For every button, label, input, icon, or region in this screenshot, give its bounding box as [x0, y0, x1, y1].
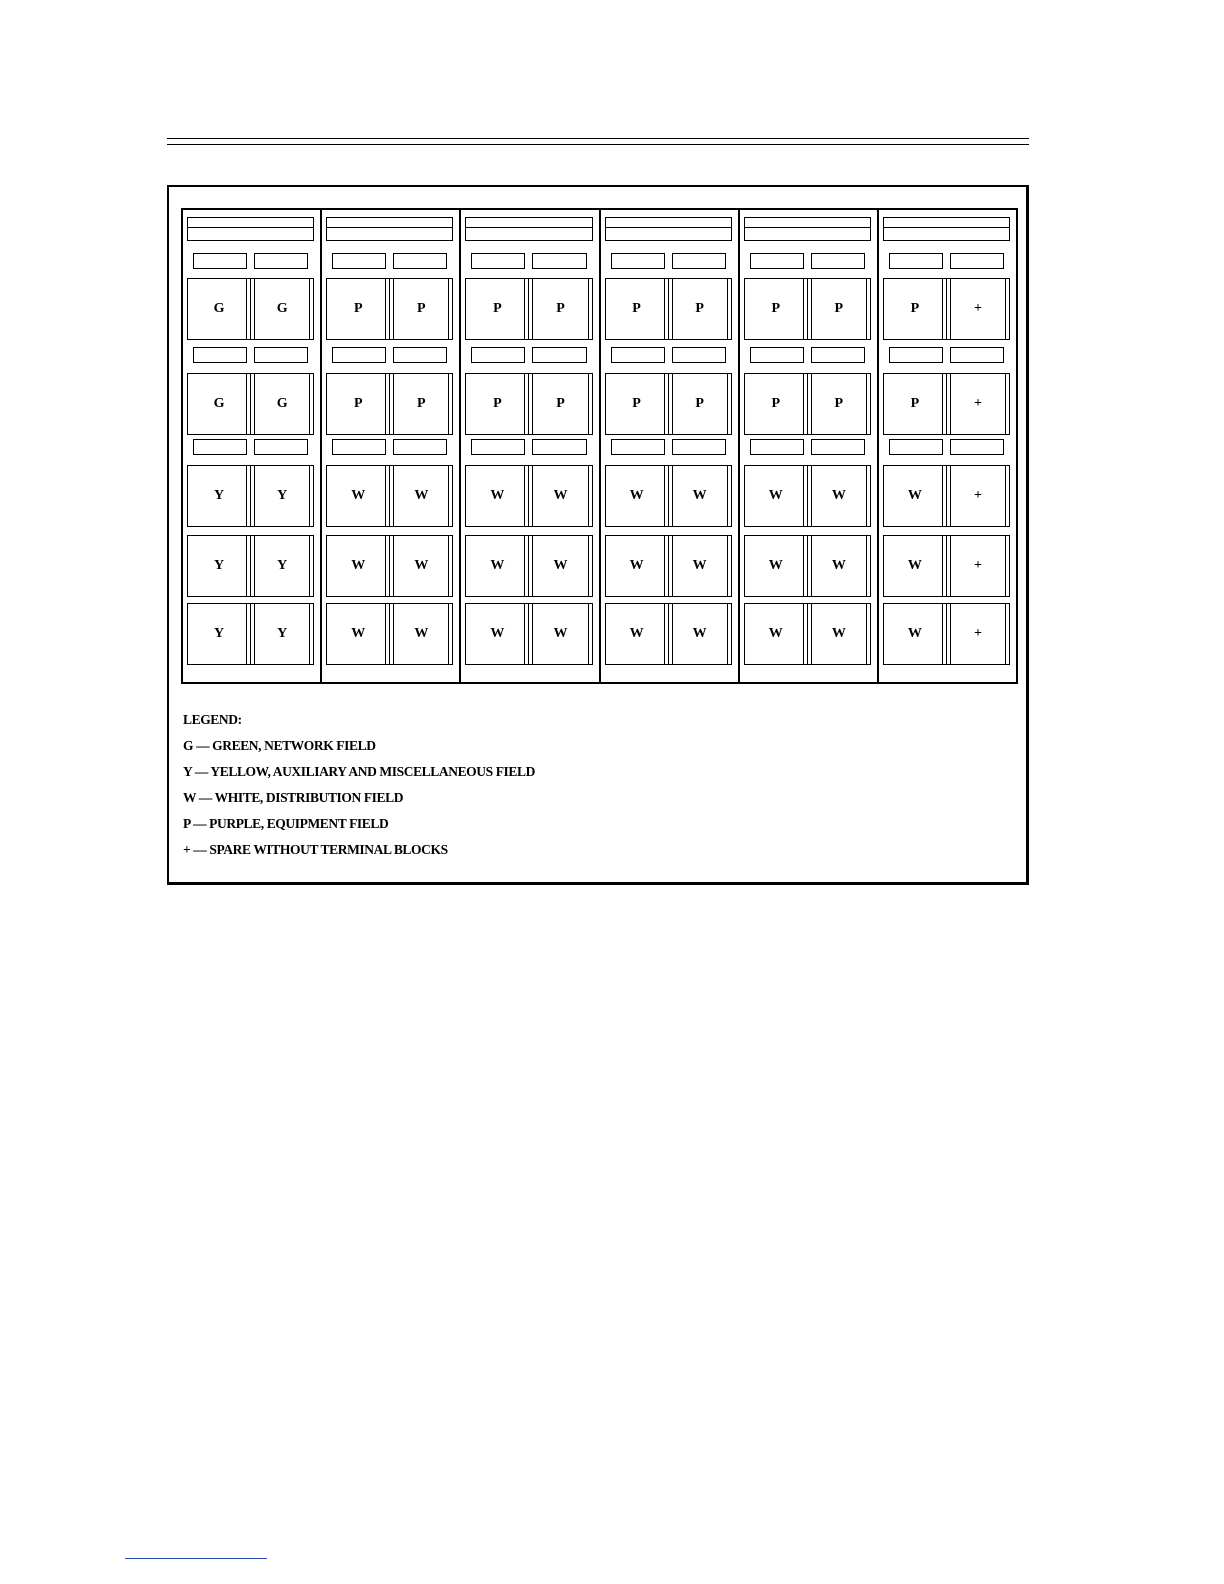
label-slot [611, 439, 665, 455]
field-cell: W [606, 536, 669, 596]
terminal-block [883, 278, 1010, 340]
legend-title: LEGEND: [183, 712, 242, 727]
label-slot [750, 439, 804, 455]
label-strip [889, 439, 1004, 455]
field-cell: W [669, 604, 731, 664]
terminal-block [744, 373, 871, 435]
terminal-block [744, 603, 871, 665]
field-cell: Y [251, 604, 313, 664]
field-cell: W [808, 466, 870, 526]
field-cell: Y [188, 466, 251, 526]
label-slot [254, 347, 308, 363]
label-strip [332, 439, 447, 455]
cabinet-4 [601, 210, 740, 682]
label-slot [672, 253, 726, 269]
field-cell: Y [251, 536, 313, 596]
field-cell: W [745, 604, 808, 664]
label-slot [471, 439, 525, 455]
field-cell: W [529, 466, 591, 526]
field-cell: Y [188, 536, 251, 596]
label-slot [811, 253, 865, 269]
field-cell: W [327, 466, 390, 526]
field-cell: G [251, 374, 313, 434]
terminal-block [326, 465, 453, 527]
label-strip [889, 253, 1004, 269]
label-slot [254, 439, 308, 455]
field-cell: P [606, 374, 669, 434]
terminal-block [605, 373, 732, 435]
field-cell: P [327, 279, 390, 339]
legend-item-green: G — GREEN, NETWORK FIELD [183, 738, 376, 753]
terminal-block [605, 465, 732, 527]
field-cell: P [745, 374, 808, 434]
label-slot [889, 439, 943, 455]
field-cell: W [327, 604, 390, 664]
label-slot [332, 253, 386, 269]
label-strip [750, 439, 865, 455]
terminal-block [326, 535, 453, 597]
label-slot [532, 253, 586, 269]
field-cell: W [884, 536, 947, 596]
label-slot [532, 347, 586, 363]
legend-item-spare: + — SPARE WITHOUT TERMINAL BLOCKS [183, 842, 448, 857]
field-cell: P [884, 374, 947, 434]
field-cell: P [745, 279, 808, 339]
label-slot [332, 347, 386, 363]
field-cell: P [327, 374, 390, 434]
field-cell: W [327, 536, 390, 596]
terminal-block [326, 278, 453, 340]
cabinet-2 [322, 210, 461, 682]
label-slot [193, 253, 247, 269]
label-slot [393, 439, 447, 455]
terminal-block [883, 373, 1010, 435]
legend-item-yellow: Y — YELLOW, AUXILIARY AND MISCELLANEOUS FIELD [183, 764, 535, 779]
field-cell: W [529, 536, 591, 596]
field-cell: + [947, 466, 1009, 526]
field-cell: P [884, 279, 947, 339]
cabinet-row [181, 208, 1018, 684]
footnote-rule [125, 1558, 267, 1559]
field-cell: + [947, 536, 1009, 596]
label-strip [471, 439, 586, 455]
field-cell: W [808, 604, 870, 664]
cabinet-3 [461, 210, 600, 682]
terminal-block [883, 535, 1010, 597]
label-slot [672, 347, 726, 363]
cabinet-header-bar [465, 217, 592, 241]
label-slot [611, 347, 665, 363]
label-slot [811, 347, 865, 363]
cabinet-header-bar [605, 217, 732, 241]
field-cell: W [390, 466, 452, 526]
label-strip [611, 347, 726, 363]
field-cell: W [884, 604, 947, 664]
label-slot [611, 253, 665, 269]
terminal-block [744, 278, 871, 340]
field-cell: P [529, 374, 591, 434]
field-cell: W [745, 466, 808, 526]
field-cell: W [669, 466, 731, 526]
label-slot [889, 253, 943, 269]
terminal-block [187, 535, 314, 597]
field-cell: G [188, 374, 251, 434]
legend-item-white: W — WHITE, DISTRIBUTION FIELD [183, 790, 404, 805]
field-cell: G [188, 279, 251, 339]
terminal-block [744, 465, 871, 527]
field-cell: P [466, 374, 529, 434]
terminal-block [605, 603, 732, 665]
field-cell: W [466, 604, 529, 664]
label-slot [950, 253, 1004, 269]
label-slot [254, 253, 308, 269]
field-cell: + [947, 279, 1009, 339]
terminal-block [187, 603, 314, 665]
field-cell: W [669, 536, 731, 596]
label-strip [471, 347, 586, 363]
terminal-block [605, 278, 732, 340]
field-cell: P [466, 279, 529, 339]
terminal-block [465, 535, 592, 597]
label-slot [471, 347, 525, 363]
field-cell: W [390, 536, 452, 596]
label-slot [532, 439, 586, 455]
label-slot [393, 253, 447, 269]
field-cell: + [947, 374, 1009, 434]
field-cell: P [669, 279, 731, 339]
terminal-block [187, 278, 314, 340]
label-slot [950, 439, 1004, 455]
label-slot [811, 439, 865, 455]
field-cell: W [808, 536, 870, 596]
field-cell: W [745, 536, 808, 596]
label-strip [611, 439, 726, 455]
label-strip [193, 439, 308, 455]
label-strip [332, 253, 447, 269]
field-cell: W [529, 604, 591, 664]
field-cell: P [390, 374, 452, 434]
terminal-block [187, 465, 314, 527]
label-strip [889, 347, 1004, 363]
field-cell: P [669, 374, 731, 434]
label-slot [750, 253, 804, 269]
label-strip [471, 253, 586, 269]
cabinet-6 [879, 210, 1016, 682]
terminal-block [465, 603, 592, 665]
field-cell: G [251, 279, 313, 339]
terminal-block [883, 465, 1010, 527]
field-cell: P [529, 279, 591, 339]
legend-item-purple: P — PURPLE, EQUIPMENT FIELD [183, 816, 389, 831]
terminal-block [465, 465, 592, 527]
field-cell: + [947, 604, 1009, 664]
label-strip [193, 253, 308, 269]
header-rule-top [167, 138, 1029, 139]
field-cell: P [808, 279, 870, 339]
field-cell: Y [188, 604, 251, 664]
terminal-block [326, 603, 453, 665]
label-slot [672, 439, 726, 455]
label-strip [611, 253, 726, 269]
label-strip [750, 347, 865, 363]
header-rule-bottom [167, 144, 1029, 145]
field-cell: W [466, 536, 529, 596]
cabinet-header-bar [883, 217, 1010, 241]
field-cell: W [884, 466, 947, 526]
label-slot [950, 347, 1004, 363]
field-cell: P [390, 279, 452, 339]
field-cell: P [606, 279, 669, 339]
label-strip [332, 347, 447, 363]
terminal-block [605, 535, 732, 597]
field-cell: P [808, 374, 870, 434]
field-cell: W [390, 604, 452, 664]
label-slot [393, 347, 447, 363]
cabinet-1 [183, 210, 322, 682]
terminal-block [326, 373, 453, 435]
cabinet-header-bar [187, 217, 314, 241]
terminal-block [744, 535, 871, 597]
label-slot [889, 347, 943, 363]
cabinet-5 [740, 210, 879, 682]
label-slot [750, 347, 804, 363]
label-strip [193, 347, 308, 363]
terminal-block [883, 603, 1010, 665]
label-slot [193, 439, 247, 455]
legend [183, 710, 535, 866]
cabinet-header-bar [326, 217, 453, 241]
field-cell: W [466, 466, 529, 526]
label-slot [332, 439, 386, 455]
field-cell: W [606, 604, 669, 664]
field-cell: Y [251, 466, 313, 526]
terminal-block [465, 373, 592, 435]
label-slot [193, 347, 247, 363]
label-slot [471, 253, 525, 269]
terminal-block [465, 278, 592, 340]
field-cell: W [606, 466, 669, 526]
cabinet-header-bar [744, 217, 871, 241]
terminal-block [187, 373, 314, 435]
label-strip [750, 253, 865, 269]
